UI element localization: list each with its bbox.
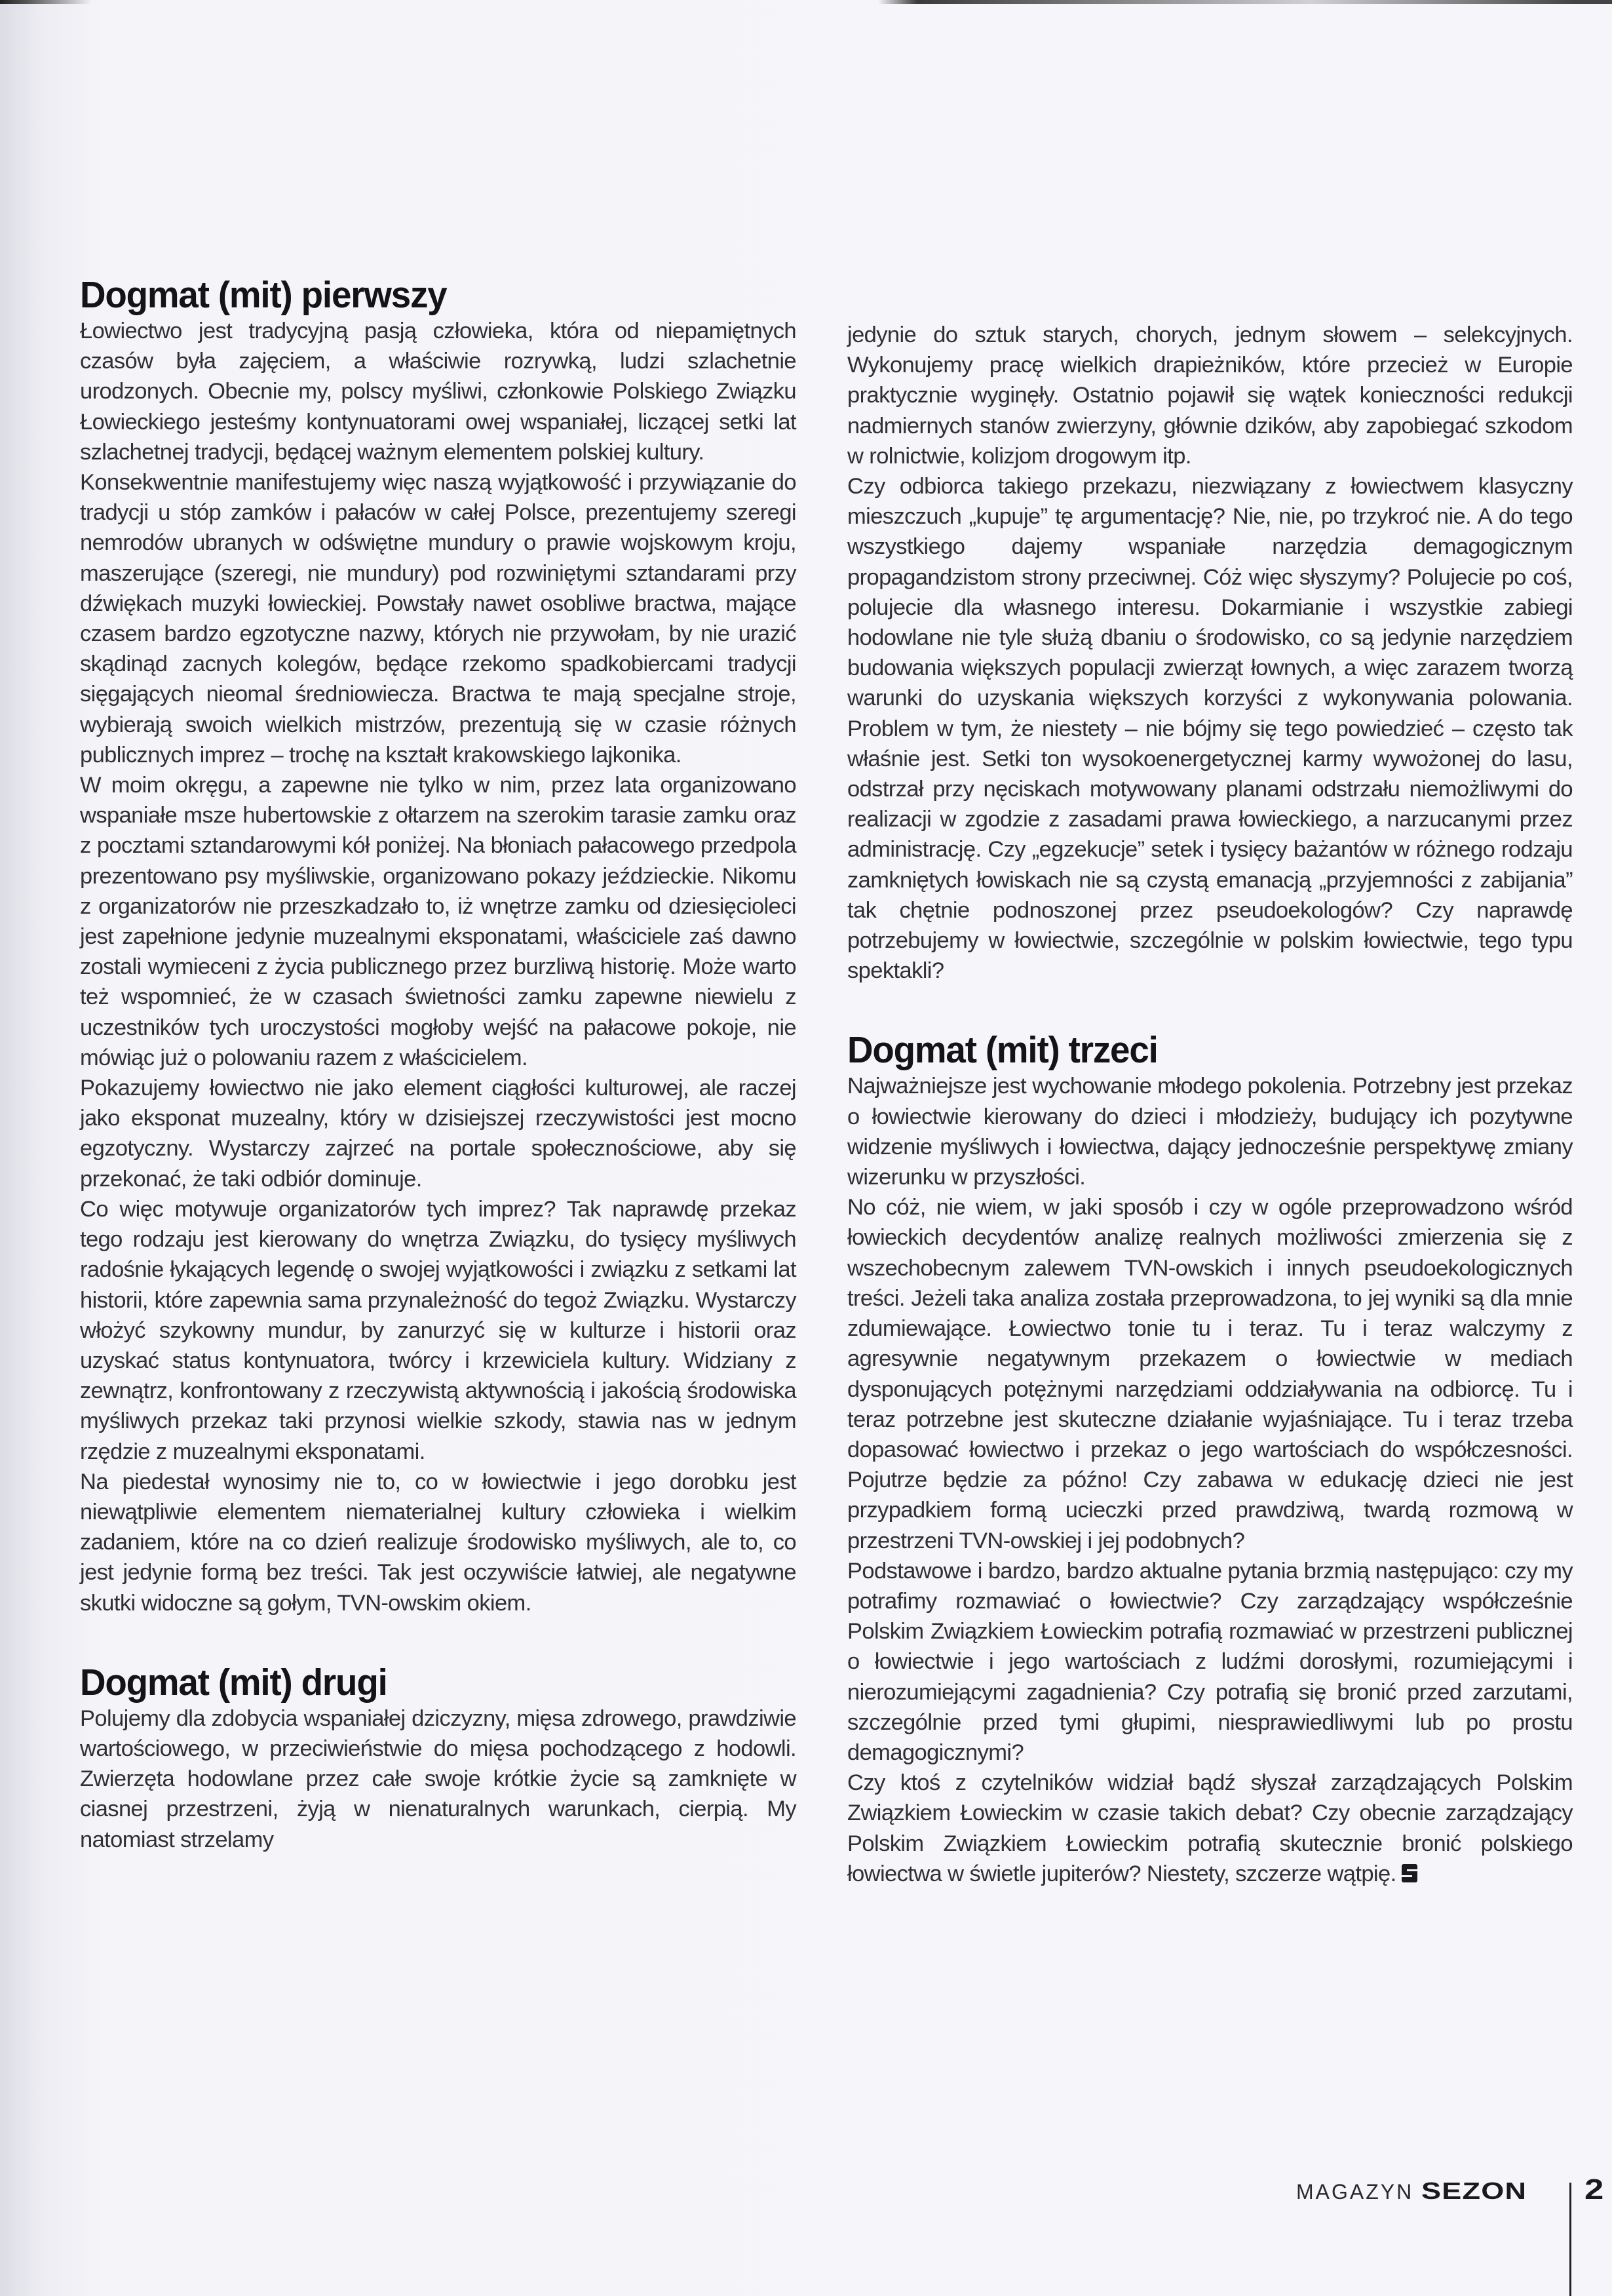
footer-divider [1569,2183,1571,2296]
section-spacer [847,986,1573,1029]
paragraph: Najważniejsze jest wychowanie młodego pokolenia. Potrzebny jest przekaz o łowiectwie kierowany do dzieci i młodzieży, budujący ich pozytywne widzenie myśliwych i łowiectwa, dający jednocześnie perspektywę zmiany wizerunku w przyszłości. [847,1074,1573,1190]
paragraph: Konsekwentnie manifestujemy więc naszą wyjątkowość i przywiązanie do tradycji u stóp zamków i pałaców w całej Polsce, prezentujemy szeregi nemrodów ubranych w odświętne mundury o prawie wojskowym kroju, maszerujące (szeregi, nie mundury) pod rozwiniętymi sztandarami przy dźwiękach muzyki łowieckiej. Powstały nawet osobliwe bractwa, mające czasem bardzo egzotyczne nazwy, których nie przywołam, by nie urazić skądinąd zacnych kolegów, będące rzekomo spadkobiercami tradycji sięgających nieomal średniowiecza. Bractwa te mają specjalne stroje, wybierają swoich wielkich mistrzów, prezentują się w czasie różnych publicznych imprez – trochę na kształt krakowskiego lajkonika. [80,470,796,768]
section-title-dogmat-drugi: Dogmat (mit) drugi [80,1661,387,1703]
left-column [80,274,796,1855]
page-number: 2 [1584,2173,1604,2206]
section-title-dogmat-trzeci: Dogmat (mit) trzeci [847,1029,1158,1072]
final-paragraph-text: Czy ktoś z czytelników widział bądź słyszał zarządzających Polskim Związkiem Łowieckim w czasie takich debat? Czy obecnie zarządzający Polskim Związkiem Łowieckim potrafią skutecznie bronić polskiego łowiectwa w świetle jupiterów? Niestety, szczerze wątpię. [847,1770,1573,1886]
paragraph: Czy odbiorca takiego przekazu, niezwiązany z łowiectwem klasyczny mieszczuch „kupuje” tę argumentację? Nie, nie, po trzykroć nie. A do tego wszystkiego dajemy wspaniałe narzędzia demagogicznym propagandzistom strony przeciwnej. Cóż więc słyszymy? Polujecie po coś, polujecie dla własnego interesu. Dokarmianie i wszystkie zabiegi hodowlane nie tyle służą dbaniu o środowisko, co są jedynie narzędziem budowania większych populacji zwierząt łownych, a więc zarazem tworzą warunki do uzyskania większych korzyści z wykonywania polowania. Problem w tym, że niestety – nie bójmy się tego powiedzieć – często tak właśnie jest. Setki ton wysokoenergetycznej karmy wywożonej do lasu, odstrzał przy nęciskach motywowany planami odstrzału niemożliwymi do realizacji w zgodzie z zasadami prawa łowieckiego, a narzucanymi przez administrację. Czy „egzekucje” setek i tysięcy bażantów w różnego rodzaju zamkniętych łowiskach nie są czystą emanacją „przyjemności z zabijania” tak chętnie podnoszonej przez pseudoekologów? Czy naprawdę potrzebujemy w łowiectwie, szczególnie w polskim łowiectwie, tego typu spektakli? [847,474,1573,984]
final-paragraph [847,1768,1573,1889]
right-column [847,320,1573,1889]
section-spacer [80,1618,796,1662]
paragraph: Pokazujemy łowiectwo nie jako element ciągłości kulturowej, ale raczej jako eksponat muzealny, który w dzisiejszej rzeczywistości jest mocno egzotyczny. Wystarczy zajrzeć na portale społecznościowe, aby się przekonać, że taki odbiór dominuje. [80,1076,796,1192]
paragraph: Polujemy dla zdobycia wspaniałej dziczyzny, mięsa zdrowego, prawdziwie wartościowego, w przeciwieństwie do mięsa pochodzącego z hodowli. Zwierzęta hodowlane przez całe swoje krótkie życie są zamknięte w ciasnej przestrzeni, żyją w nienaturalnych warunkach, cierpią. My natomiast strzelamy [80,1705,796,1852]
sezon-s-end-mark-icon [1402,1864,1417,1882]
paragraph: Na piedestał wynosimy nie to, co w łowiectwie i jego dorobku jest niewątpliwie elementem niematerialnej kultury człowieka i wielkim zadaniem, które na co dzień realizuje środowisko myśliwych, ale to, co jest jedynie formą bez treści. Tak jest oczywiście łatwiej, ale negatywne skutki widoczne są gołym, TVN-owskim okiem. [80,1469,796,1616]
paragraph: Co więc motywuje organizatorów tych imprez? Tak naprawdę przekaz tego rodzaju jest kierowany do wnętrza Związku, do tysięcy myśliwych radośnie łykających legendę o swojej wyjątkowości i związku z setkami lat historii, które zapewnia sama przynależność do tegoż Związku. Wystarczy włożyć szykowny mundur, by zanurzyć się w kulturze i historii oraz uzyskać status kontynuatora, twórcy i krzewiciela kultury. Widziany z zewnątrz, konfrontowany z rzeczywistą aktywnością i jakością środowiska myśliwych przekaz taki przynosi wielkie szkody, stawia nas w jednym rzędzie z muzealnymi eksponatami. [80,1196,796,1464]
section-title-dogmat-pierwszy: Dogmat (mit) pierwszy [80,274,447,316]
footer-magazine-name: SEZON [1421,2177,1527,2204]
footer-magazine-prefix: MAGAZYN [1296,2180,1414,2204]
paragraph: No cóż, nie wiem, w jaki sposób i czy w ogóle przeprowadzono wśród łowieckich decydentów analizę realnych możliwości zmierzenia się z wszechobecnym zalewem TVN-owskich i innych pseudoekologicznych treści. Jeżeli taka analiza została przeprowadzona, to jej wyniki są dla mnie zdumiewające. Łowiectwo tonie tu i teraz. Tu i teraz walczymy z agresywnie negatywnym przekazem o łowiectwie w mediach dysponujących potężnymi narzędziami oddziaływania na odbiorcę. Tu i teraz potrzebne jest skuteczne działanie wyjaśniające. Tu i teraz trzeba dopasować łowiectwo i przekaz o jego wartościach do współczesności. Pojutrze będzie za późno! Czy zabawa w edukację dzieci nie jest przypadkiem formą ucieczki przed prawdziwą, twardą rozmową w przestrzeni TVN-owskiej i jej podobnych? [847,1195,1573,1553]
paragraph: W moim okręgu, a zapewne nie tylko w nim, przez lata organizowano wspaniałe msze hubertowskie z ołtarzem na szerokim tarasie zamku oraz z pocztami sztandarowymi kół poniżej. Na błoniach pałacowego przedpola prezentowano psy myśliwskie, organizowano pokazy jeździeckie. Nikomu z organizatorów nie przeszkadzało to, iż wnętrze zamku od dziesięcioleci jest zapełnione jedynie muzealnymi eksponatami, właściciele zaś dawno zostali wymieceni z życia publicznego przez burzliwą historię. Może warto też wspomnieć, że w czasach świetności zamku zapewne niewielu z uczestników tych uroczystości mogłoby wejść na pałacowe pokoje, nie mówiąc już o polowaniu razem z właścicielem. [80,773,796,1070]
paragraph: Łowiectwo jest tradycyjną pasją człowieka, która od niepamiętnych czasów była zajęciem, a właściwie rozrywką, ludzi szlachetnie urodzonych. Obecnie my, polscy myśliwi, członkowie Polskiego Związku Łowieckiego jesteśmy kontynuatorami owej wspaniałej, liczącej setki lat szlachetnej tradycji, będącej ważnym elementem polskiej kultury. [80,319,796,465]
footer-magazine-brand [1296,2177,1527,2204]
paragraph: jedynie do sztuk starych, chorych, jednym słowem – selekcyjnych. Wykonujemy pracę wielkich drapieżników, które przecież w Europie praktycznie wyginęły. Ostatnio pojawił się wątek konieczności redukcji nadmiernych stanów zwierzyny, głównie dzików, aby zapobiegać szkodom w rolnictwie, kolizjom drogowym itp. [847,322,1573,469]
scan-binding-edge [0,0,1612,4]
paragraph: Podstawowe i bardzo, bardzo aktualne pytania brzmią następująco: czy my potrafimy rozmawiać o łowiectwie? Czy zarządzający współcześnie Polskim Związkiem Łowieckim potrafią rozmawiać w przestrzeni publicznej o łowiectwie i jego wartościach z ludźmi dorosłymi, rozumiejącymi i nierozumiejącymi zagadnienia? Czy potrafią się bronić przed zarzutami, szczególnie przed tymi głupimi, niesprawiedliwymi lub po prostu demagogicznymi? [847,1558,1573,1765]
